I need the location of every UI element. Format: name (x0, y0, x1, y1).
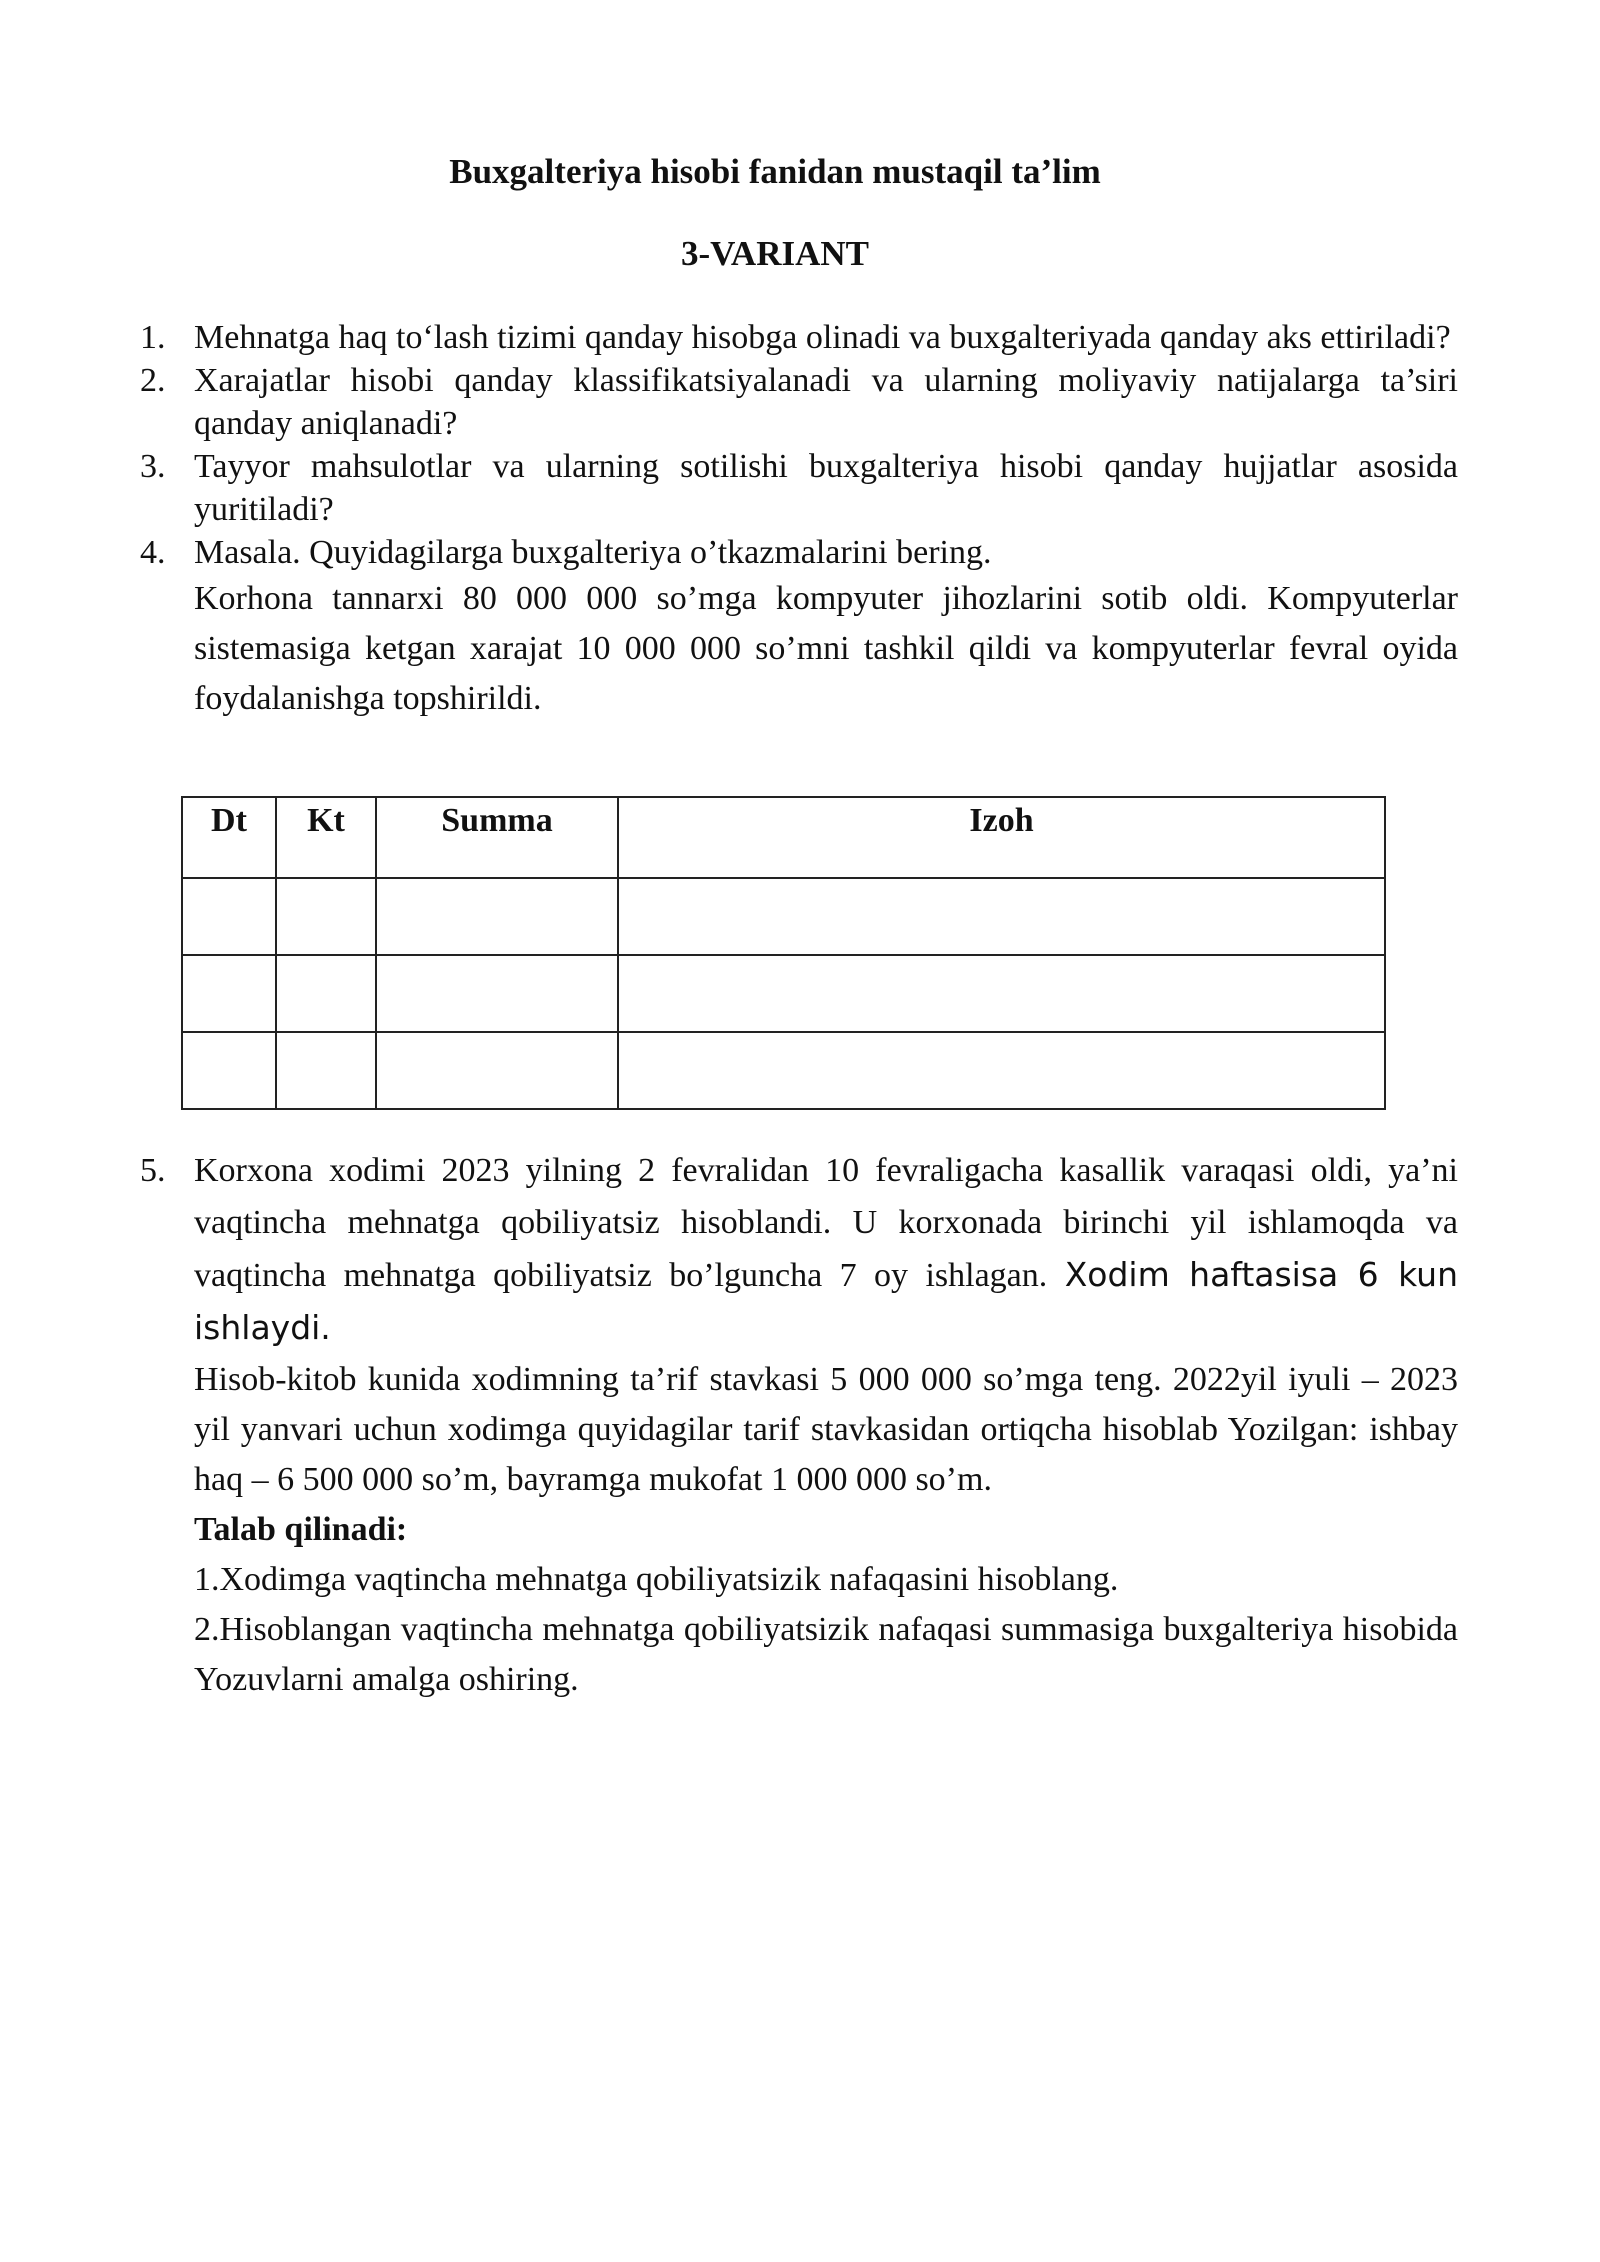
table-cell (182, 955, 276, 1032)
task-5-statement (140, 1145, 1458, 1355)
document-title: Buxgalteriya hisobi fanidan mustaqil ta’lim (449, 152, 1101, 191)
problem-statement: Korhona tannarxi 80 000 000 so’mga kompyuter jihozlarini sotib oldi. Kompyuterlar sistemasiga ketgan xarajat 10 000 000 so’mni tashkil qildi va kompyuterlar fevral oyida foydalanishga topshirildi. (194, 580, 1458, 717)
task-5-text: Korxona xodimi 2023 yilning 2 fevralidan 10 fevraligacha kasallik varaqasi oldi, ya’ni vaqtincha mehnatga qobiliyatsiz hisoblandi. U korxonada birinchi yil ishlamoqda va vaqtincha mehnatga qobiliyatsiz bo’lguncha 7 oy ishlagan. (194, 1152, 1458, 1294)
question-text: Mehnatga haq to‘lash tizimi qanday hisobga olinadi va buxgalteriyada qanday aks ettiriladi? (194, 319, 1451, 356)
question-1 (140, 316, 1458, 359)
question-number: 3. (140, 448, 166, 485)
header-summa: Summa (376, 797, 618, 878)
question-4 (140, 531, 1458, 724)
required-label: Talab qilinadi: (194, 1511, 408, 1548)
question-list (140, 316, 1458, 724)
question-number: 2. (140, 362, 166, 399)
task-number: 5. (140, 1152, 166, 1189)
table-row (182, 878, 1385, 955)
journal-entry-table (181, 796, 1386, 1110)
header-dt: Dt (182, 797, 276, 878)
variant-heading: 3-VARIANT (681, 234, 869, 273)
table-cell (376, 1032, 618, 1109)
task-5-text-sans: Xodim haftasisa 6 kun ishlaydi. (194, 1255, 1459, 1347)
table-cell (618, 1032, 1385, 1109)
table-cell (618, 955, 1385, 1032)
table-cell (376, 878, 618, 955)
table-row (182, 1032, 1385, 1109)
question-3 (140, 445, 1458, 531)
requirement-2: 2.Hisoblangan vaqtincha mehnatga qobiliyatsizik nafaqasi summasiga buxgalteriya hisobida Yozuvlarni amalga oshiring. (194, 1611, 1458, 1698)
table-row (182, 955, 1385, 1032)
table-cell (618, 878, 1385, 955)
question-text: Masala. Quyidagilarga buxgalteriya o’tkazmalarini bering. (194, 534, 992, 571)
table-cell (376, 955, 618, 1032)
table-header-row (182, 797, 1385, 878)
header-kt: Kt (276, 797, 376, 878)
question-2 (140, 359, 1458, 445)
question-number: 4. (140, 534, 166, 571)
task-5-paragraph: Hisob-kitob kunida xodimning ta’rif stavkasi 5 000 000 so’mga teng. 2022yil iyuli – 2023 yil yanvari uchun xodimga quyidagilar tarif stavkasidan ortiqcha hisoblab Yozilgan: ishbay haq – 6 500 000 so’m, bayramga mukofat 1 000 000 so’m. (194, 1361, 1458, 1498)
header-izoh: Izoh (618, 797, 1385, 878)
requirement-1: 1.Xodimga vaqtincha mehnatga qobiliyatsizik nafaqasini hisoblang. (194, 1561, 1119, 1598)
table-cell (276, 1032, 376, 1109)
table-cell (276, 878, 376, 955)
question-number: 1. (140, 319, 166, 356)
table-cell (182, 878, 276, 955)
table-cell (276, 955, 376, 1032)
task-5 (140, 1145, 1458, 1705)
table-cell (182, 1032, 276, 1109)
question-text: Xarajatlar hisobi qanday klassifikatsiyalanadi va ularning moliyaviy natijalarga ta’siri qanday aniqlanadi? (194, 362, 1458, 442)
question-text: Tayyor mahsulotlar va ularning sotilishi buxgalteriya hisobi qanday hujjatlar asosida yuritiladi? (194, 448, 1458, 528)
